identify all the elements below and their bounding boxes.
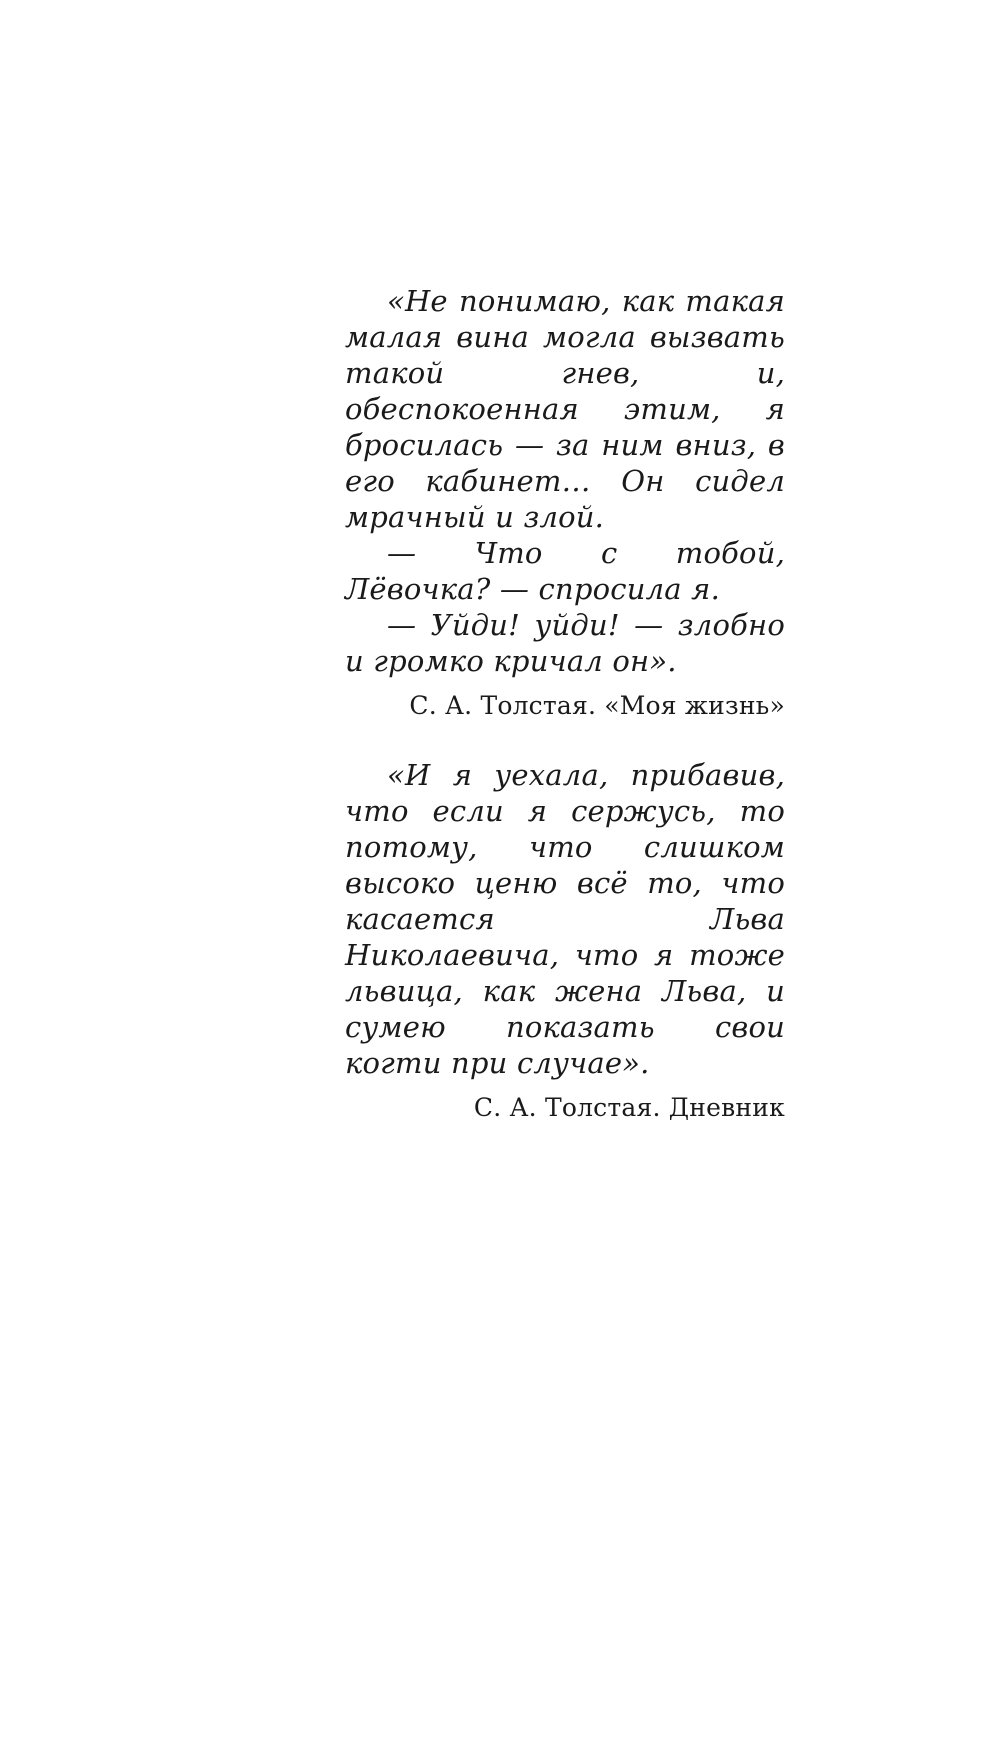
epigraph-attribution: С. А. Толстая. Дневник bbox=[473, 1093, 785, 1122]
quote-paragraph: «Не понимаю, как такая малая вина могла вызвать такой гнев, и, обеспокоенная этим, я бросилась — за ним вниз, в его кабинет… Он сидел мрачный и злой. bbox=[345, 284, 785, 534]
epigraph-quote bbox=[345, 757, 785, 1081]
epigraph-quote bbox=[345, 283, 785, 679]
epigraph-attribution: С. А. Толстая. «Моя жизнь» bbox=[409, 691, 785, 720]
quote-paragraph: — Что с тобой, Лёвочка? — спросила я. bbox=[345, 536, 785, 606]
quote-paragraph: — Уйди! уйди! — злобно и громко кричал он». bbox=[345, 608, 785, 678]
epigraph-my-life bbox=[345, 283, 785, 722]
quote-paragraph: «И я уехала, прибавив, что если я сержусь, то потому, что слишком высоко ценю всё то, что касается Льва Николаевича, что я тоже львица, как жена Льва, и сумею показать свои когти при случае». bbox=[345, 758, 785, 1080]
epigraph-diary bbox=[345, 757, 785, 1124]
